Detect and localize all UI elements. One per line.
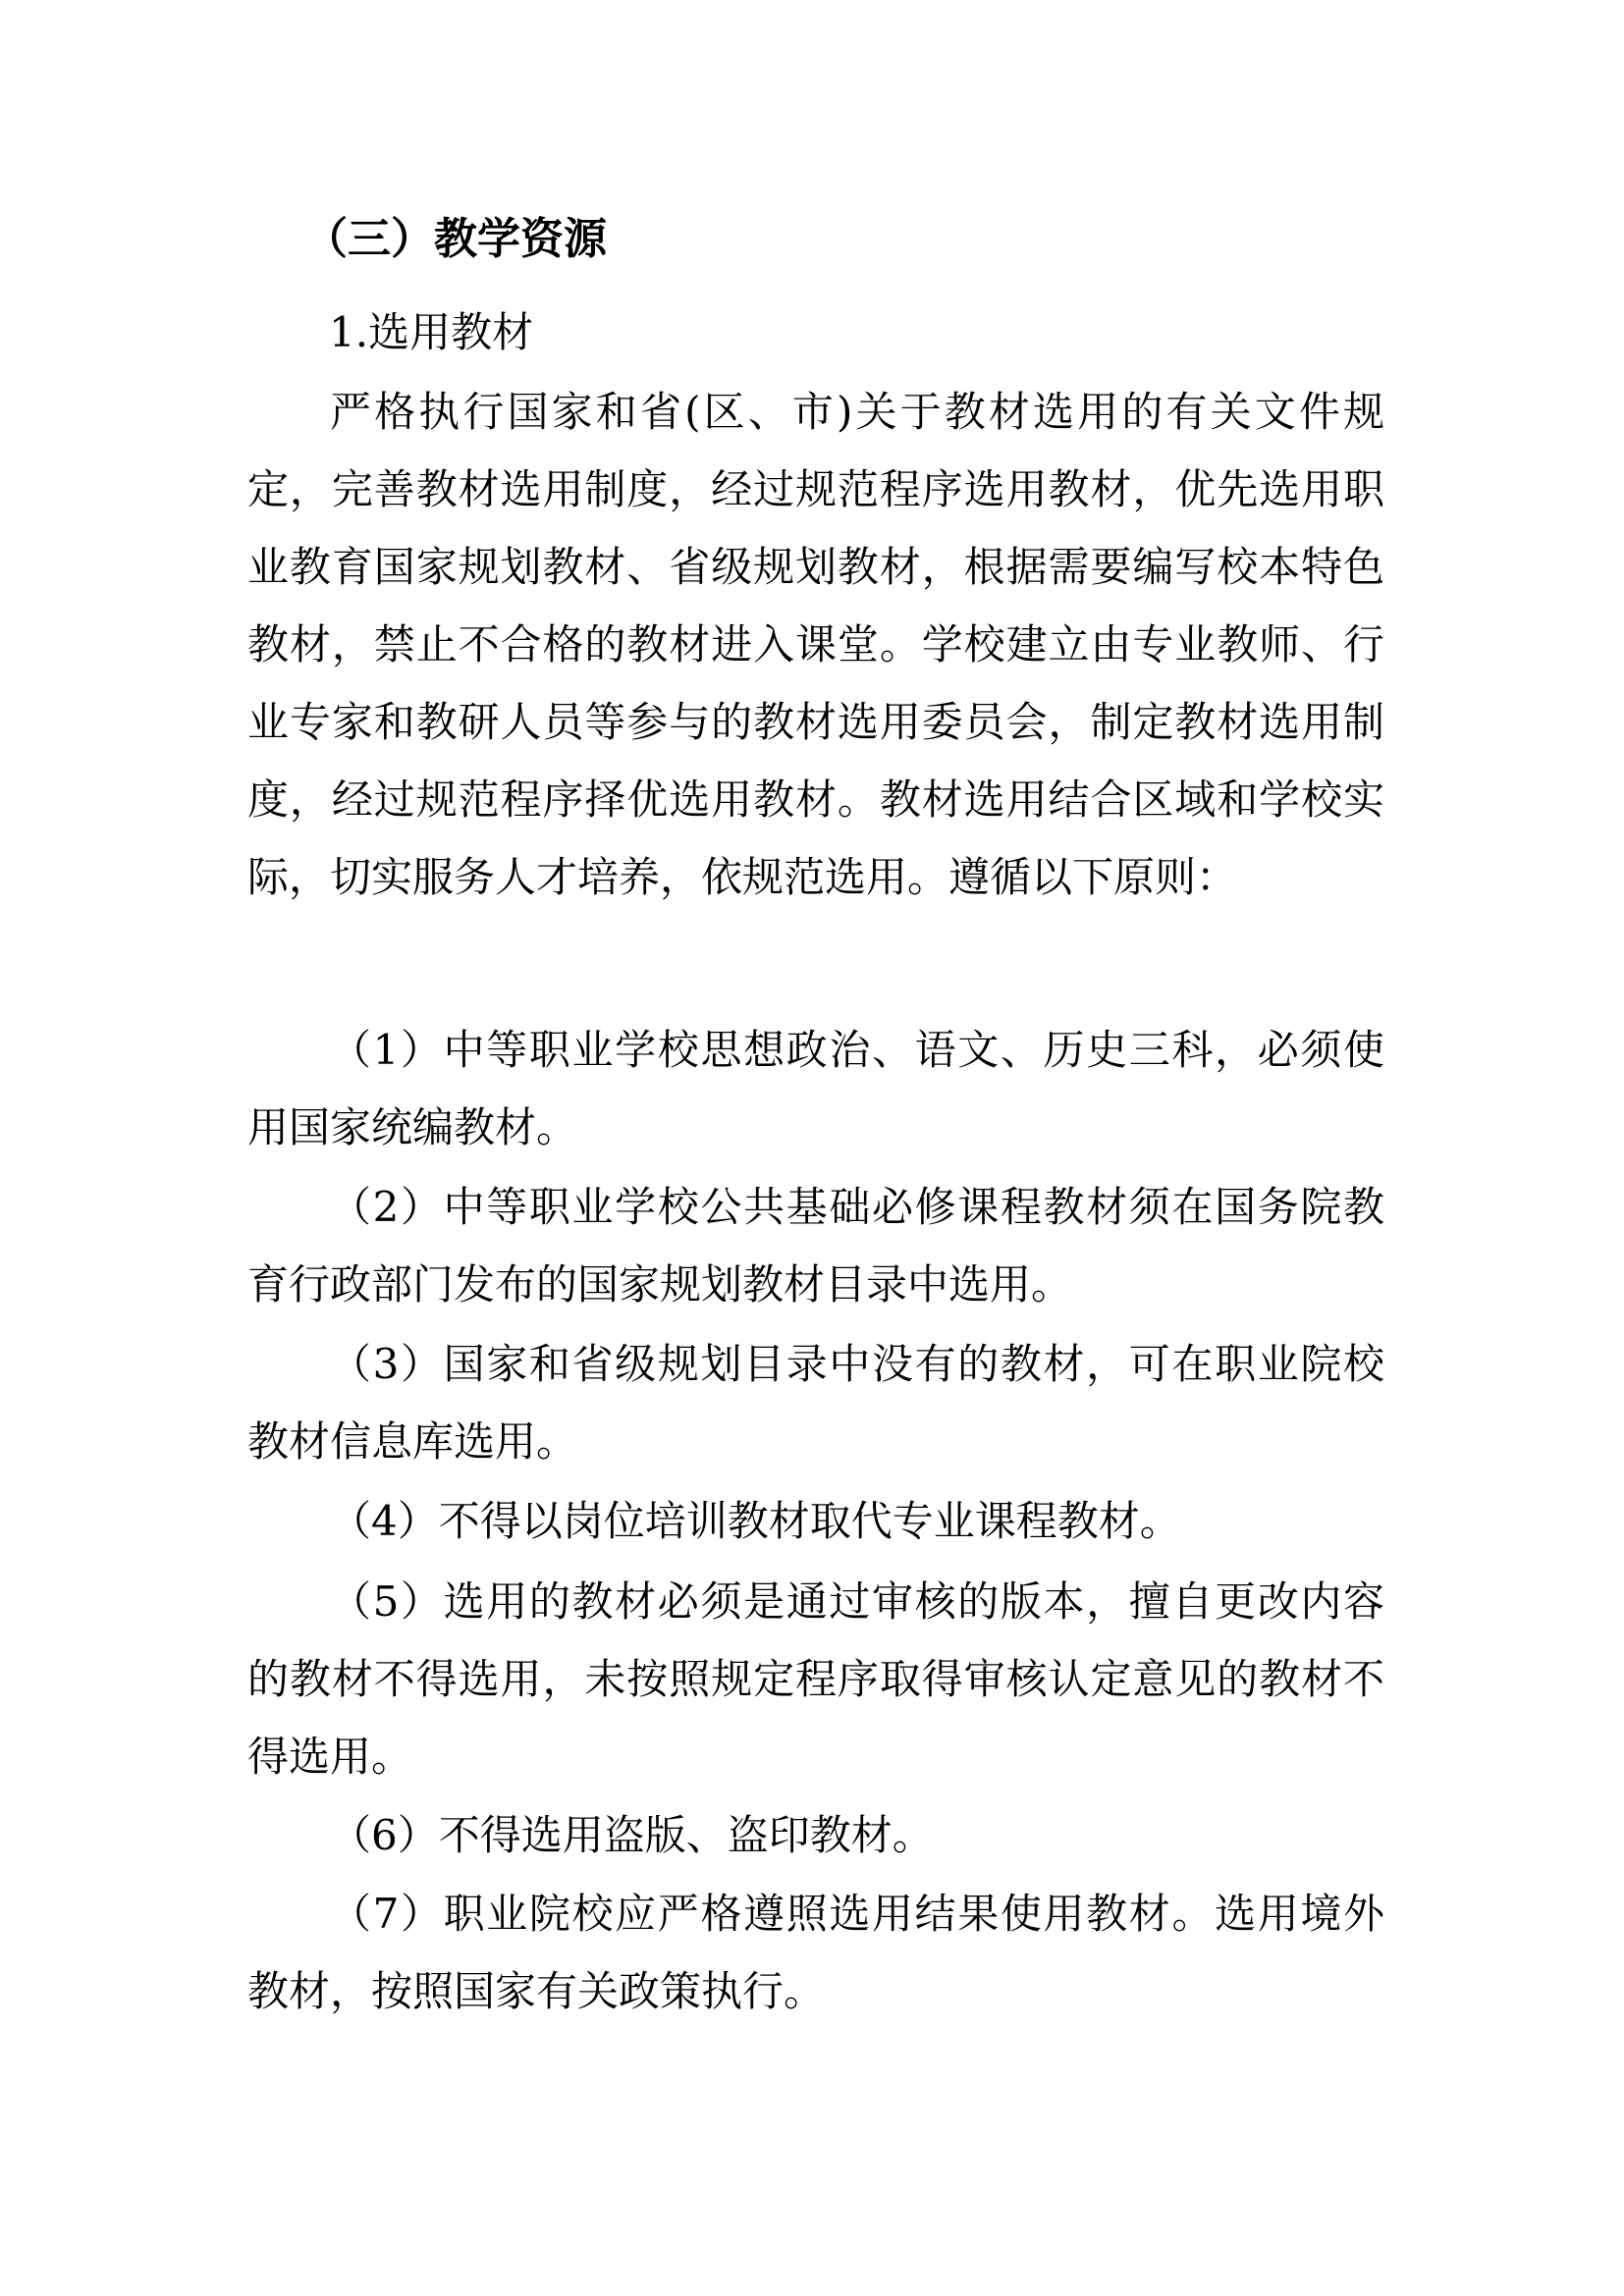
principle-item-6: （6）不得选用盗版、盗印教材。 (330, 1811, 934, 1859)
principle-item-4: （4）不得以岗位培训教材取代专业课程教材。 (330, 1497, 1181, 1545)
intro-paragraph: 严格执行国家和省(区、市)关于教材选用的有关文件规定，完善教材选用制度，经过规范程序选用教材，优先选用职业教育国家规划教材、省级规划教材，根据需要编写校本特色教材，禁止不合格的教材进入课堂。学校建立由专业教师、行 业专家和教研人员等参与的教材选用委员会，制定教材选用制度，经过规范程序择优选用教材。教材选用结合区域和学校实际，切实服务人才培养，依规范选用。遵循以下原则： (247, 388, 1384, 901)
principle-item-5: （5）选用的教材必须是通过审核的版本，擅自更改内容的教材不得选用，未按照规定程序取得审核认定意见的教材不得选用。 (247, 1577, 1384, 1781)
principle-item-2: （2）中等职业学校公共基础必修课程教材须在国务院教育行政部门发布的国家规划教材目录中选用。 (247, 1183, 1384, 1308)
principle-item-3: （3）国家和省级规划目录中没有的教材，可在职业院校教材信息库选用。 (247, 1340, 1384, 1466)
principle-item-1: （1）中等职业学校思想政治、语文、历史三科，必须使用国家统编教材。 (247, 1026, 1384, 1151)
principle-item-7: （7）职业院校应严格遵照选用结果使用教材。选用境外教材，按照国家有关政策执行。 (247, 1890, 1384, 2015)
section-heading: （三）教学资源 (304, 214, 607, 264)
subsection-heading: 1.选用教材 (329, 308, 534, 356)
